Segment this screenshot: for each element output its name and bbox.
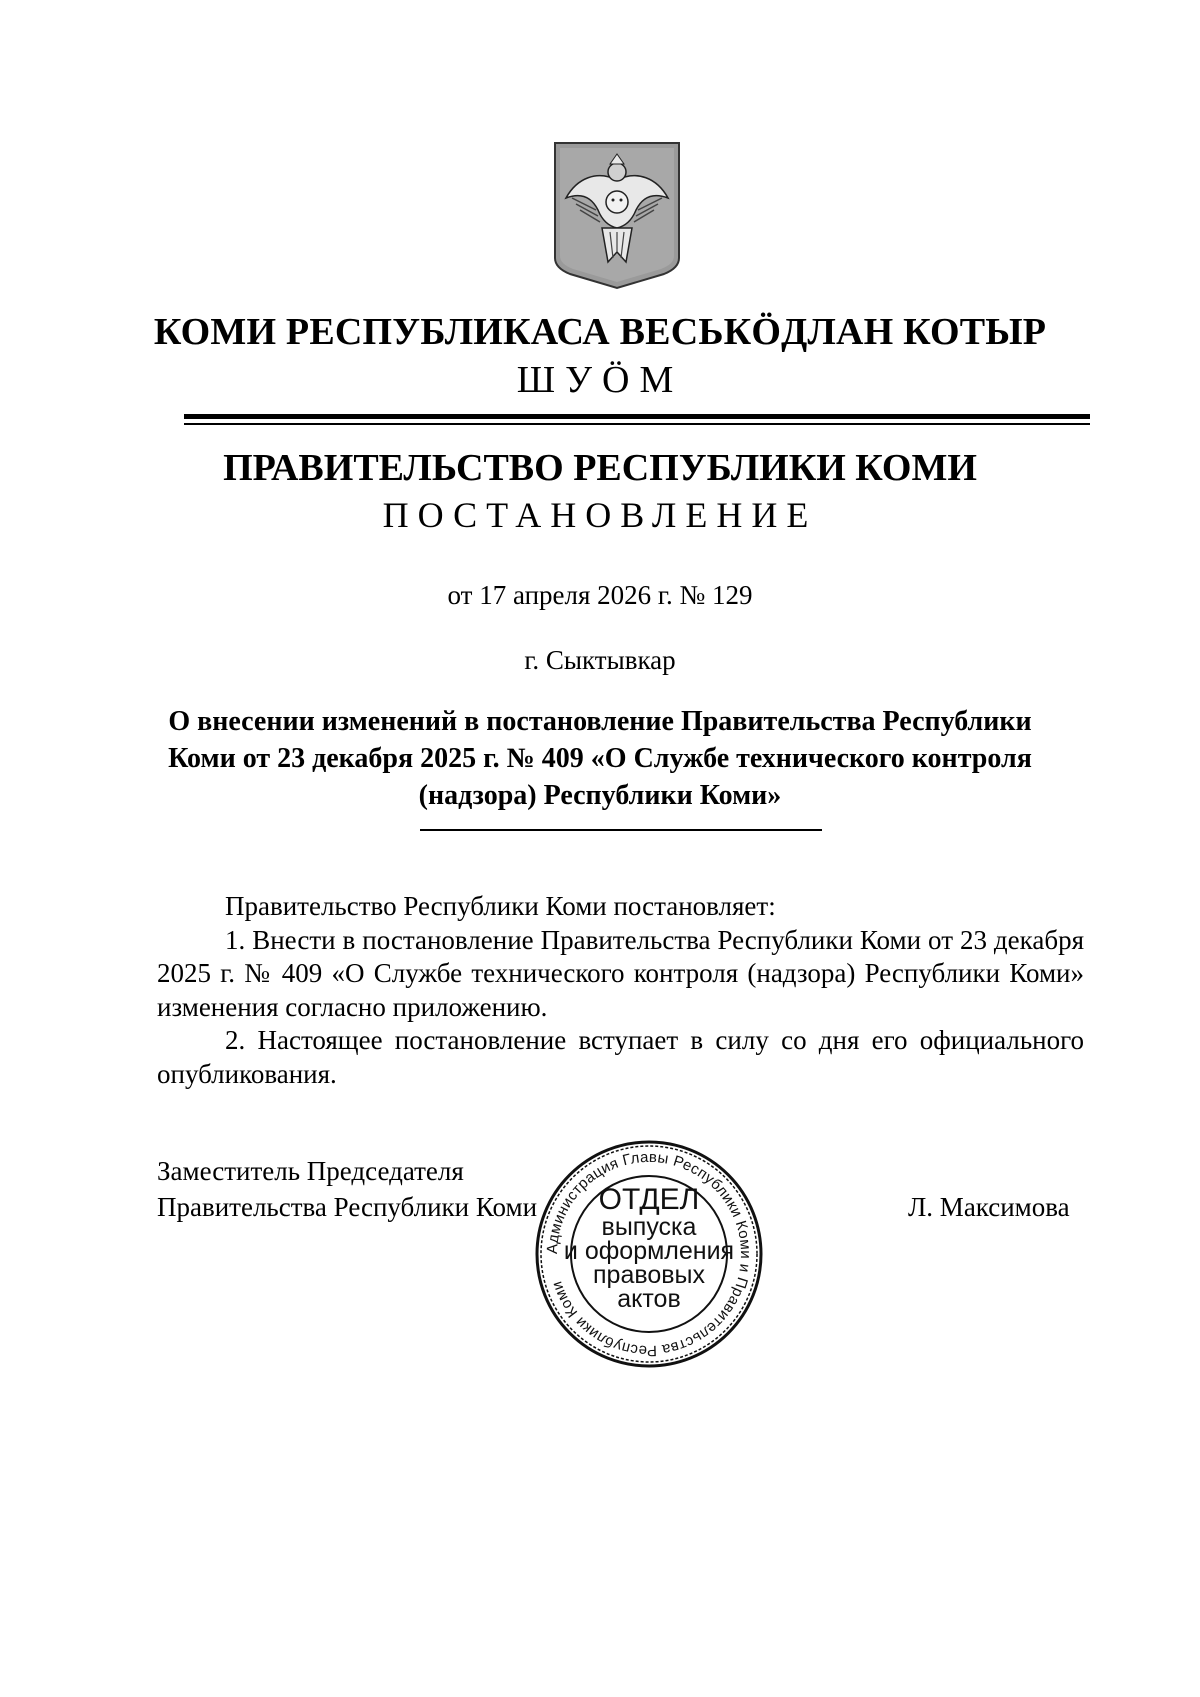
- body-item-1: 1. Внести в постановление Правительства Республики Коми от 23 декабря 2025 г. № 409 «О Службе технического контроля (надзора) Республики Коми» изменения согласно приложению.: [157, 924, 1084, 1022]
- stamp-center-text: [533, 1185, 765, 1311]
- body-intro: Правительство Республики Коми постановляет:: [225, 891, 776, 921]
- coat-of-arms-komi-icon: [552, 140, 682, 290]
- subject-line: О внесении изменений в постановление Правительства Республики: [168, 706, 1032, 737]
- document-type: ПОСТАНОВЛЕНИЕ: [382, 495, 818, 535]
- position-line: Заместитель Председателя: [157, 1156, 464, 1186]
- subject-line: Коми от 23 декабря 2025 г. № 409 «О Службе технического контроля: [168, 743, 1032, 774]
- position-line: Правительства Республики Коми: [157, 1192, 538, 1222]
- stamp-line: и оформления: [563, 1237, 735, 1265]
- stamp-line: правовых: [593, 1261, 705, 1289]
- stamp-line: ОТДЕЛ: [598, 1183, 700, 1216]
- government-title: ПРАВИТЕЛЬСТВО РЕСПУБЛИКИ КОМИ: [223, 447, 977, 489]
- document-city: г. Сыктывкар: [524, 645, 676, 675]
- subject-underline: [420, 829, 822, 831]
- komi-title: КОМИ РЕСПУБЛИКАСА ВЕСЬКӦДЛАН КОТЫР: [153, 311, 1047, 353]
- stamp-line: актов: [617, 1285, 681, 1313]
- document-body: [157, 890, 1084, 1091]
- document-subject: [0, 703, 1200, 814]
- signatory-name: Л. Максимова: [908, 1192, 1070, 1222]
- header-double-rule: [184, 414, 1090, 425]
- signatory-position: [157, 1153, 537, 1225]
- komi-subtitle: ШУӦМ: [516, 359, 684, 401]
- stamp-ring-text: Администрация Главы Республики Коми и Правительства Республики Коми: [543, 1148, 755, 1360]
- document-date-number: от 17 апреля 2026 г. № 129: [447, 580, 753, 610]
- subject-line: (надзора) Республики Коми»: [418, 780, 782, 811]
- stamp-line: выпуска: [601, 1213, 697, 1241]
- body-item-2: 2. Настоящее постановление вступает в силу со дня его официального опубликования.: [157, 1025, 1084, 1089]
